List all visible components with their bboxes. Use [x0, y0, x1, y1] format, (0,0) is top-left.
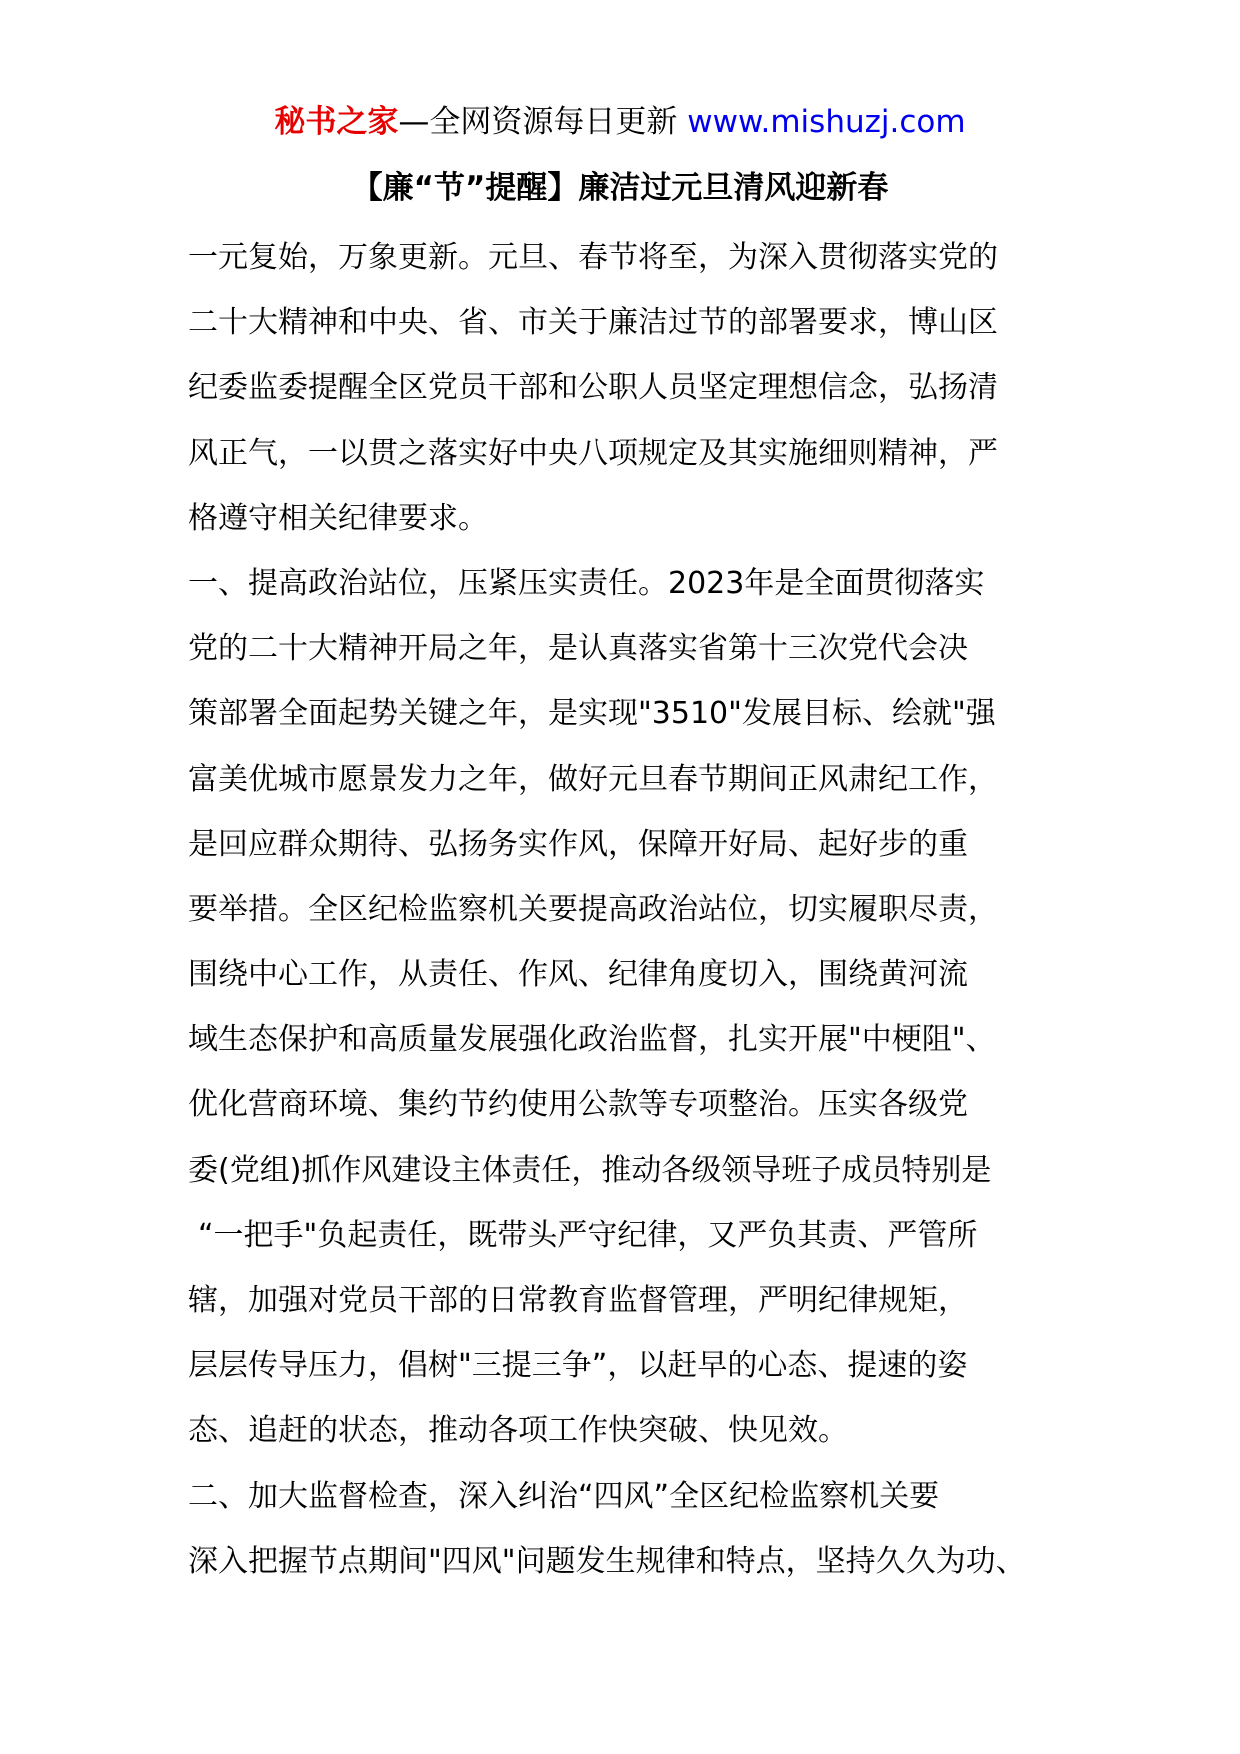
body-line: 一、提高政治站位，压紧压实责任。2023年是全面贯彻落实: [188, 565, 985, 601]
site-header: [0, 100, 1240, 144]
body-line: 二、加大监督检查，深入纠治“四风”全区纪检监察机关要: [188, 1478, 940, 1514]
document-title: 【廉“节”提醒】廉洁过元旦清风迎新春: [351, 170, 889, 206]
body-line: 格遵守相关纪律要求。: [188, 500, 488, 536]
body-line: 策部署全面起势关键之年，是实现"3510"发展目标、绘就"强: [188, 696, 996, 732]
body-line: 党的二十大精神开局之年，是认真落实省第十三次党代会决: [188, 631, 968, 667]
document-body: [188, 233, 1088, 1602]
body-line: 要举措。全区纪检监察机关要提高政治站位，切实履职尽责，: [188, 891, 998, 927]
body-line: 围绕中心工作，从责任、作风、纪律角度切入，围绕黄河流: [188, 957, 968, 993]
body-line: 委(党组)抓作风建设主体责任，推动各级领导班子成员特别是: [188, 1152, 992, 1188]
body-line: “一把手"负起责任，既带头严守纪律，又严负其责、严管所: [198, 1217, 978, 1253]
header-tagline: —全网资源每日更新: [398, 104, 688, 140]
body-line: 是回应群众期待、弘扬务实作风，保障开好局、起好步的重: [188, 826, 968, 862]
body-line: 一元复始，万象更新。元旦、春节将至，为深入贯彻落实党的: [188, 240, 998, 275]
body-line: 二十大精神和中央、省、市关于廉洁过节的部署要求，博山区: [188, 305, 998, 341]
body-line: 风正气，一以贯之落实好中央八项规定及其实施细则精神，严: [188, 435, 998, 471]
body-line: 层层传导压力，倡树"三提三争”，以赶早的心态、提速的姿: [188, 1348, 968, 1384]
body-line: 态、追赶的状态，推动各项工作快突破、快见效。: [188, 1413, 848, 1449]
brand-name: 秘书之家: [274, 104, 399, 140]
body-line: 辖，加强对党员干部的日常教育监督管理，严明纪律规矩，: [188, 1283, 968, 1318]
body-line: 优化营商环境、集约节约使用公款等专项整治。压实各级党: [188, 1087, 968, 1123]
body-line: 深入把握节点期间"四风"问题发生规律和特点，坚持久久为功、: [188, 1543, 1026, 1579]
site-url-link[interactable]: www.mishuzj.com: [687, 104, 966, 140]
body-line: 域生态保护和高质量发展强化政治监督，扎实开展"中梗阻"、: [188, 1022, 996, 1058]
body-line: 富美优城市愿景发力之年，做好元旦春节期间正风肃纪工作，: [188, 761, 998, 797]
body-line: 纪委监委提醒全区党员干部和公职人员坚定理想信念，弘扬清: [188, 370, 998, 406]
